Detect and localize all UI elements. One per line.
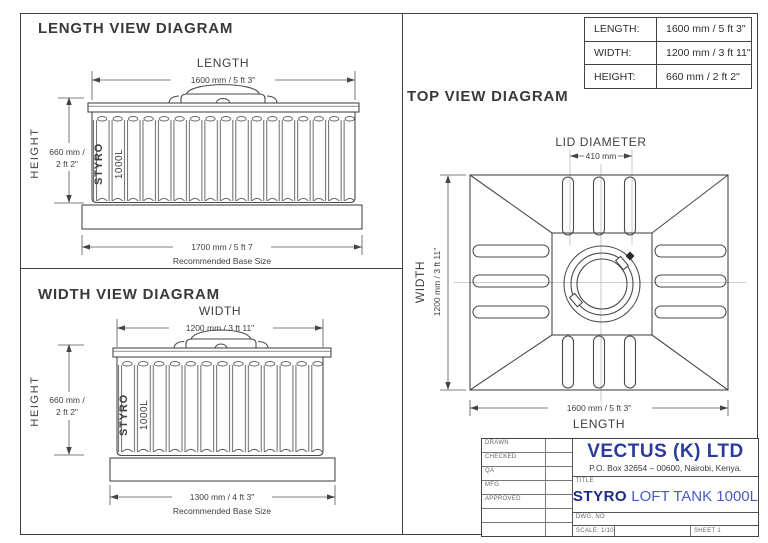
rib-slot <box>473 275 549 287</box>
tank-capacity-text: 1000L <box>114 148 125 180</box>
base-dim-value: 1700 mm / 5 ft 7 <box>191 242 253 252</box>
company-address: P.O. Box 32654 – 00600, Nairobi, Kenya. <box>589 463 742 473</box>
tank-rim <box>113 348 331 357</box>
approval-value-cell <box>546 439 572 452</box>
rib-slot <box>473 306 549 318</box>
rib-slot <box>655 275 726 287</box>
centerlines <box>454 150 746 406</box>
approval-grid <box>482 439 573 536</box>
approval-row <box>482 453 572 467</box>
lid-tab-ne <box>616 256 629 269</box>
lid-shoulder-right <box>258 342 268 349</box>
lid-tab-sw <box>570 293 583 306</box>
approval-row <box>482 495 572 509</box>
title-block <box>481 438 759 537</box>
approval-value-cell <box>546 481 572 494</box>
dwg-no-cell <box>573 513 758 526</box>
top-width-dim-label: WIDTH <box>413 260 427 304</box>
approval-label: CHECKED <box>482 453 546 466</box>
base-plinth <box>110 458 335 481</box>
approval-row <box>482 467 572 481</box>
top-length-dim-value: 1600 mm / 5 ft 3" <box>566 403 632 413</box>
lid-dim-value: 410 mm <box>585 151 617 161</box>
product-title <box>573 488 758 505</box>
height-dim-value-1: 660 mm / <box>49 147 85 157</box>
lid-lock-dot <box>626 252 635 261</box>
company-cell <box>573 439 758 477</box>
spec-table <box>584 17 752 89</box>
rib-slot <box>655 306 726 318</box>
spec-row-height <box>585 65 751 88</box>
top-width-dim-value: 1200 mm / 3 ft 11" <box>432 247 442 317</box>
company-name: VECTUS (K) LTD <box>587 441 744 462</box>
lid-shoulder-right <box>267 96 277 103</box>
top-view-drawing <box>402 110 757 440</box>
length-view-title: LENGTH VIEW DIAGRAM <box>38 20 234 37</box>
product-name: LOFT TANK 1000L <box>631 488 758 505</box>
rib-slot <box>473 245 549 257</box>
title-block-right <box>573 439 758 536</box>
spec-value: 660 mm / 2 ft 2" <box>666 70 740 83</box>
spec-row-width <box>585 42 751 66</box>
width-view-title: WIDTH VIEW DIAGRAM <box>38 286 220 303</box>
approval-row <box>482 439 572 453</box>
approval-value-cell <box>546 467 572 480</box>
base-plinth <box>82 205 362 229</box>
approval-row <box>482 509 572 523</box>
rib-slot <box>563 177 574 235</box>
spec-label: HEIGHT: <box>585 65 657 88</box>
approval-label: DRAWN <box>482 439 546 452</box>
lid-mount-square <box>552 233 652 335</box>
height-dim-label: HEIGHT <box>29 127 41 179</box>
tank-capacity-text: 1000L <box>139 399 150 431</box>
width-view-drawing <box>20 268 402 537</box>
top-view-title: TOP VIEW DIAGRAM <box>407 88 569 105</box>
spec-label: LENGTH: <box>585 18 657 41</box>
spec-value: 1200 mm / 3 ft 11" <box>666 47 751 59</box>
approval-row <box>482 523 572 536</box>
approval-value-cell <box>546 495 572 508</box>
approval-label: QA <box>482 467 546 480</box>
lid-dome <box>187 85 260 94</box>
height-dim-value-2: 2 ft 2" <box>56 407 78 417</box>
sheet-cell: SHEET 1 <box>694 528 721 534</box>
approval-value-cell <box>546 509 572 522</box>
approval-label: APPROVED <box>482 495 546 508</box>
lid-dim-label: LID DIAMETER <box>555 135 647 149</box>
approval-value-cell <box>546 523 572 536</box>
product-brand: STYRO <box>572 488 628 505</box>
tank-brand-text: STYRO <box>93 143 105 185</box>
lid-center-bump <box>216 99 230 104</box>
lid-center-bump <box>215 344 227 348</box>
dwg-no-label: DWG. NO <box>575 514 606 520</box>
base-dim-note: Recommended Base Size <box>172 256 272 266</box>
base-dim-value: 1300 mm / 4 ft 3" <box>189 492 255 502</box>
approval-value-cell <box>546 453 572 466</box>
tank-brand-text: STYRO <box>118 394 130 436</box>
spec-row-length <box>585 18 751 42</box>
base-dim-note: Recommended Base Size <box>172 506 272 516</box>
lid-inner-circle <box>577 259 627 309</box>
rib-slot <box>594 177 605 235</box>
length-view-drawing <box>20 13 402 268</box>
rib-slot <box>625 336 636 388</box>
title-field-label: TITLE <box>575 478 594 484</box>
length-dim-value: 1600 mm / 5 ft 3" <box>190 75 256 85</box>
approval-row <box>482 481 572 495</box>
rib-slot <box>625 177 636 235</box>
scale-spare-cell <box>615 526 691 536</box>
spec-value: 1600 mm / 5 ft 3" <box>666 23 746 36</box>
width-dim-value: 1200 mm / 3 ft 11" <box>185 323 255 333</box>
height-dim-value-1: 660 mm / <box>49 395 85 405</box>
spec-label: WIDTH: <box>585 42 657 65</box>
approval-label <box>482 523 546 536</box>
tank-rim <box>88 103 359 112</box>
height-dim-label: HEIGHT <box>29 375 41 427</box>
rib-slot <box>563 336 574 388</box>
rib-slot <box>594 336 605 388</box>
tank-ribs <box>92 116 355 201</box>
length-dim-label: LENGTH <box>196 56 250 70</box>
drawing-title-cell <box>573 477 758 513</box>
scale-cell: SCALE: 1/10 <box>573 526 615 536</box>
lid-shoulder-left <box>169 96 179 103</box>
approval-label <box>482 509 546 522</box>
width-dim-label: WIDTH <box>198 304 242 318</box>
approval-label: MFG <box>482 481 546 494</box>
rib-slot <box>655 245 726 257</box>
lid-shoulder-left <box>174 342 184 349</box>
height-dim-value-2: 2 ft 2" <box>56 159 78 169</box>
scale-row <box>573 526 758 536</box>
top-length-dim-label: LENGTH <box>572 417 626 431</box>
